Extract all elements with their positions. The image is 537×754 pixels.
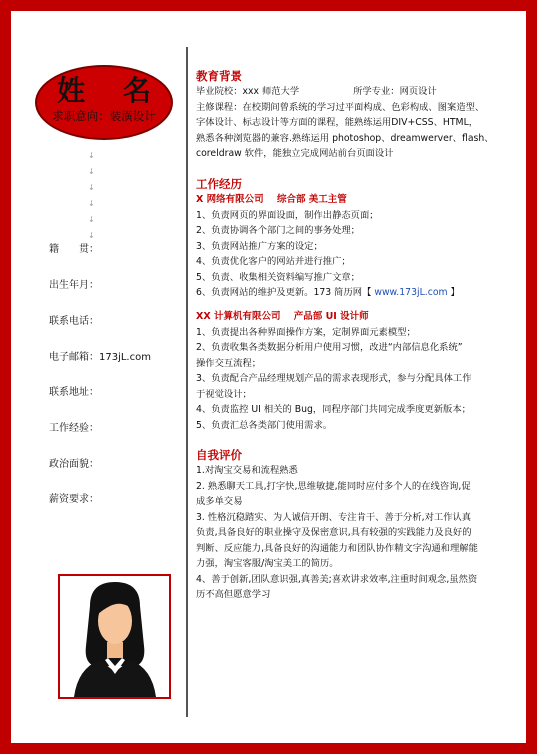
company2-item: 3、负责配合产品经理规划产品的需求表现形式，参与分配具体工作 — [196, 373, 472, 384]
company1-header — [196, 192, 496, 208]
self-eval-line: 历不高但愿意学习 — [196, 589, 271, 600]
company2-item: 5、负责汇总各类部门使用需求。 — [196, 419, 333, 431]
education-courses-line3: 熟悉各种浏览器的兼容.熟练运用 photoshop、dreamwerver、flash、 — [196, 132, 494, 144]
field-birth: 出生年月： — [49, 280, 99, 291]
company1-item: 1、负责网页的界面设面，制作出静态页面； — [196, 209, 379, 221]
self-eval-line: 3. 性格沉稳踏实、为人诚信开朗、专注肯干、善于分析,对工作认真 — [196, 511, 472, 523]
self-eval-line: 负责,具备良好的职业操守及保密意识,具有较强的实践能力及良好的 — [196, 527, 472, 538]
self-eval-line: 判断、反应能力,具备良好的沟通能力和团队协作精文字沟通和理解能 — [196, 542, 478, 554]
company1-dept: 综合部 美工主管 — [276, 193, 347, 205]
company2-item: 4、负责监控 UI 相关的 Bug，同程序部门共同完成季度更新版本； — [196, 404, 471, 415]
field-email: 电子邮箱：173jL.com — [49, 352, 151, 363]
right-column — [196, 68, 496, 603]
self-eval-title: 自我评价 — [196, 448, 242, 462]
self-eval-line: 成多单交易 — [196, 496, 243, 507]
company1-item: 5、负责、收集相关资料编写推广文章； — [196, 271, 360, 283]
left-column — [11, 11, 181, 743]
company2-header — [196, 309, 496, 325]
self-eval-line: 力强，淘宝客服/淘宝美工的简历。 — [196, 558, 339, 569]
website-link[interactable]: www.173jL.com — [374, 287, 448, 298]
company2-item: 2、负责收集各类数据分析用户使用习惯，改进“内部信息化系统” — [196, 342, 463, 353]
job-intent: 求职意向：装潢设计 — [52, 109, 156, 123]
education-major: 所学专业：网页设计 — [353, 86, 437, 97]
company1-item6-tail: 】 — [450, 287, 460, 298]
field-salary: 薪资要求： — [49, 494, 99, 505]
education-title: 教育背景 — [196, 69, 242, 83]
company2-item: 1、负责提出各种界面操作方案，定制界面元素模型； — [196, 326, 416, 338]
company2-dept: 产品部 UI 设计师 — [293, 310, 369, 322]
candidate-name: 姓 名 — [57, 74, 165, 107]
field-address: 联系地址： — [49, 387, 99, 398]
education-school-line — [196, 84, 496, 100]
paragraph-marks: ↓ ↓ ↓ ↓ ↓ ↓ — [88, 151, 95, 240]
profile-photo — [58, 574, 171, 699]
company1-item: 2、负责协调各个部门之间的事务处理； — [196, 225, 360, 236]
company2-item: 操作交互流程； — [196, 357, 262, 369]
field-hometown: 籍 贯： — [49, 244, 99, 255]
education-courses-line4: coreldraw 软件，能独立完成网站前台页面设计 — [196, 148, 394, 159]
company2-name: XX 计算机有限公司 — [196, 310, 281, 322]
education-school: 毕业院校：xxx 师范大学 — [196, 86, 300, 97]
company1-name: X 网络有限公司 — [196, 193, 264, 205]
company1-item: 4、负责优化客户的网站并进行推广； — [196, 256, 351, 267]
work-title: 工作经历 — [196, 176, 242, 191]
company1-item-6 — [196, 285, 496, 301]
field-phone: 联系电话： — [49, 316, 99, 327]
name-oval — [35, 65, 173, 140]
self-eval-line: 2. 熟悉聊天工具,打字快,思维敏捷,能同时应付多个人的在线咨询,促 — [196, 480, 471, 492]
avatar-illustration-icon — [60, 576, 169, 697]
education-courses-line2: 字体设计、标志设计等方面的课程，能熟练运用DIV+CSS、HTML， — [196, 117, 479, 128]
company1-item6-text: 6、负责网站的维护及更新。173 简历网【 — [196, 287, 372, 298]
company1-item: 3、负责网站推广方案的设定； — [196, 240, 323, 252]
column-divider — [186, 47, 188, 717]
education-courses-line1: 主修课程：在校期间曾系统的学习过平面构成、色彩构成、图案造型、 — [196, 101, 485, 113]
self-eval-line: 1.对淘宝交易和流程熟悉 — [196, 465, 298, 476]
company2-item: 于视觉设计； — [196, 388, 252, 400]
field-political: 政治面貌： — [49, 459, 99, 470]
self-eval-line: 4、善于创新,团队意识强,真善美;喜欢讲求效率,注重时间观念,虽然资 — [196, 573, 478, 585]
field-experience: 工作经验： — [49, 423, 99, 434]
